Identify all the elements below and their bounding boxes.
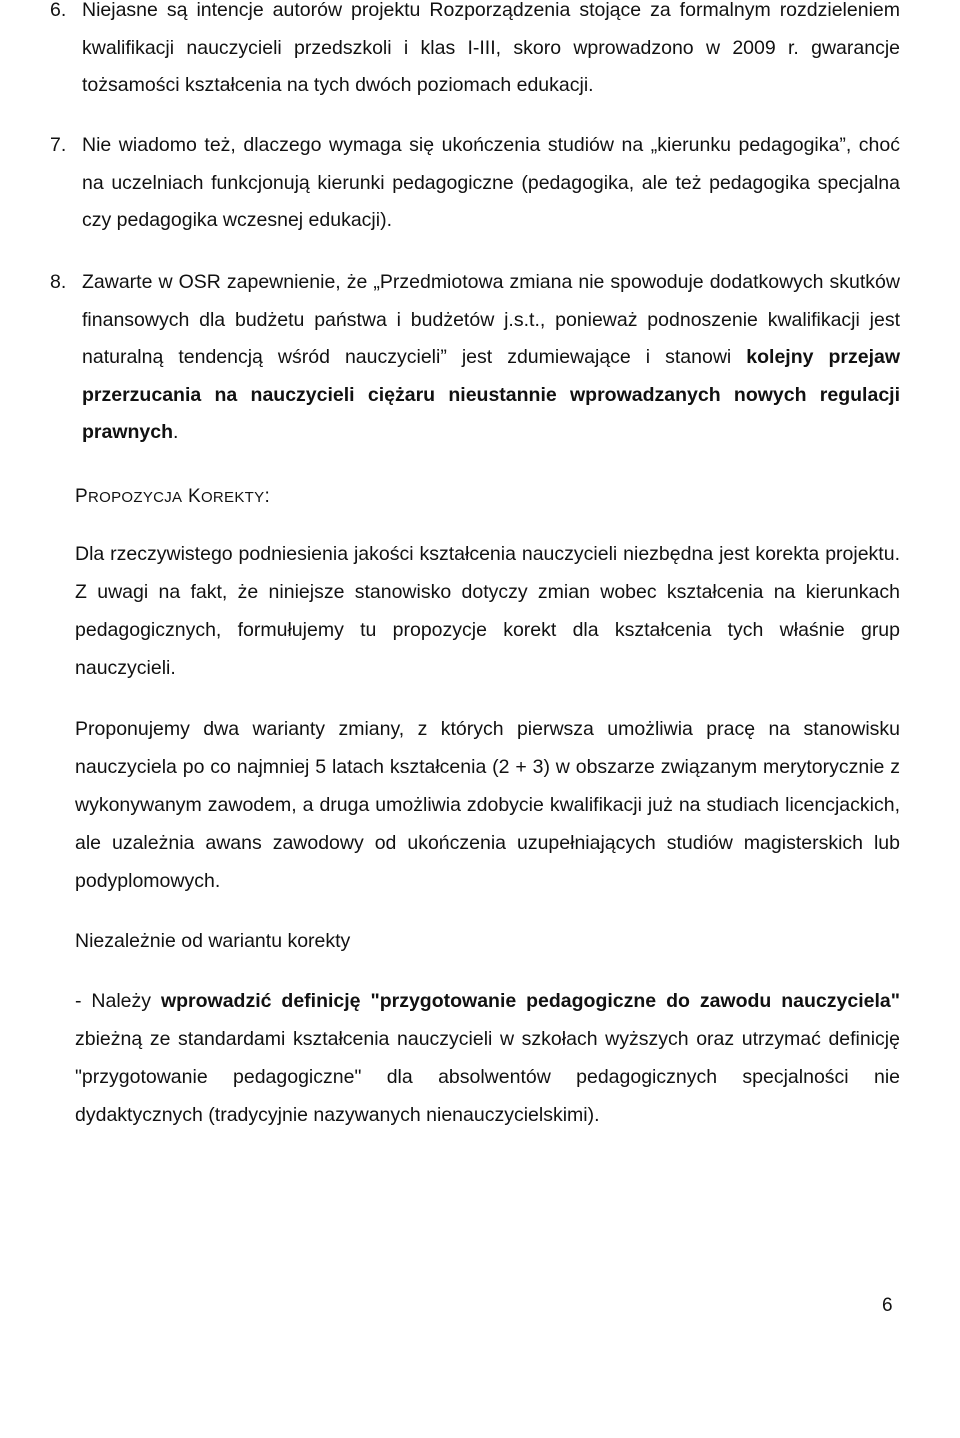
page-number: 6 bbox=[882, 1295, 893, 1316]
paragraph-text: Proponujemy dwa warianty zmiany, z których pierwsza umożliwia pracę na stanowisku nauczyciela po co najmniej 5 latach kształcenia (2 + 3) w obszarze związanym merytorycznie z wykonywanym zawodem, a druga umożliwia zdobycie kwalifikacji już na studiach licencjackich, ale uzależnia awans zawodowy od ukończenia uzupełniających studiów magisterskich lub podyplomowych. bbox=[75, 718, 900, 892]
list-number: 6. bbox=[50, 0, 67, 21]
paragraph-3 bbox=[75, 922, 900, 960]
list-number: 8. bbox=[50, 271, 67, 293]
paragraph-text: - Należy bbox=[75, 990, 161, 1012]
list-item-text: Niejasne są intencje autorów projektu Rozporządzenia stojące za formalnym rozdzieleniem kwalifikacji nauczycieli przedszkoli i klas I-III, skoro wprowadzono w 2009 r. gwarancje tożsamości kształcenia na tych dwóch poziomach edukacji. bbox=[82, 0, 900, 96]
list-item-text: Nie wiadomo też, dlaczego wymaga się ukończenia studiów na „kierunku pedagogika”, choć na uczelniach funkcjonują kierunki pedagogiczne (pedagogika, ale też pedagogika specjalna czy pedagogika wczesnej edukacji). bbox=[82, 134, 900, 231]
list-item-7 bbox=[50, 127, 900, 240]
list-item-bold-text: kolejny przejaw przerzucania na nauczycieli ciężaru nieustannie wprowadzanych nowych regulacji prawnych bbox=[82, 346, 901, 443]
paragraph-2 bbox=[75, 710, 900, 900]
list-item-end: . bbox=[173, 421, 179, 443]
paragraph-text-end: zbieżną ze standardami kształcenia nauczycieli w szkołach wyższych oraz utrzymać definicję "przygotowanie pedagogiczne" dla absolwentów pedagogicznych specjalności nie dydaktycznych (tradycyjnie nazywanych nienauczycielskimi). bbox=[75, 1028, 900, 1126]
paragraph-text: Niezależnie od wariantu korekty bbox=[75, 930, 351, 952]
list-item-text: Zawarte w OSR zapewnienie, że „Przedmiotowa zmiana nie spowoduje dodatkowych skutków finansowych dla budżetu państwa i budżetów j.s.t., ponieważ podnoszenie kwalifikacji jest naturalną tendencją wśród nauczycieli” jest zdumiewające i stanowi bbox=[82, 271, 900, 368]
paragraph-1 bbox=[75, 535, 900, 687]
section-heading: PROPOZYCJA KOREKTY: bbox=[75, 486, 271, 507]
list-item-8 bbox=[50, 264, 901, 452]
paragraph-text: Dla rzeczywistego podniesienia jakości kształcenia nauczycieli niezbędna jest korekta projektu. Z uwagi na fakt, że niniejsze stanowisko dotyczy zmian wobec kształcenia na kierunkach pedagogicznych, formułujemy tu propozycje korekt dla kształcenia tych właśnie grup nauczycieli. bbox=[75, 543, 900, 679]
list-item-6 bbox=[50, 0, 900, 105]
paragraph-bold-text: wprowadzić definicję "przygotowanie pedagogiczne do zawodu nauczyciela" bbox=[160, 990, 900, 1012]
list-number: 7. bbox=[50, 134, 67, 156]
paragraph-4 bbox=[75, 982, 900, 1134]
